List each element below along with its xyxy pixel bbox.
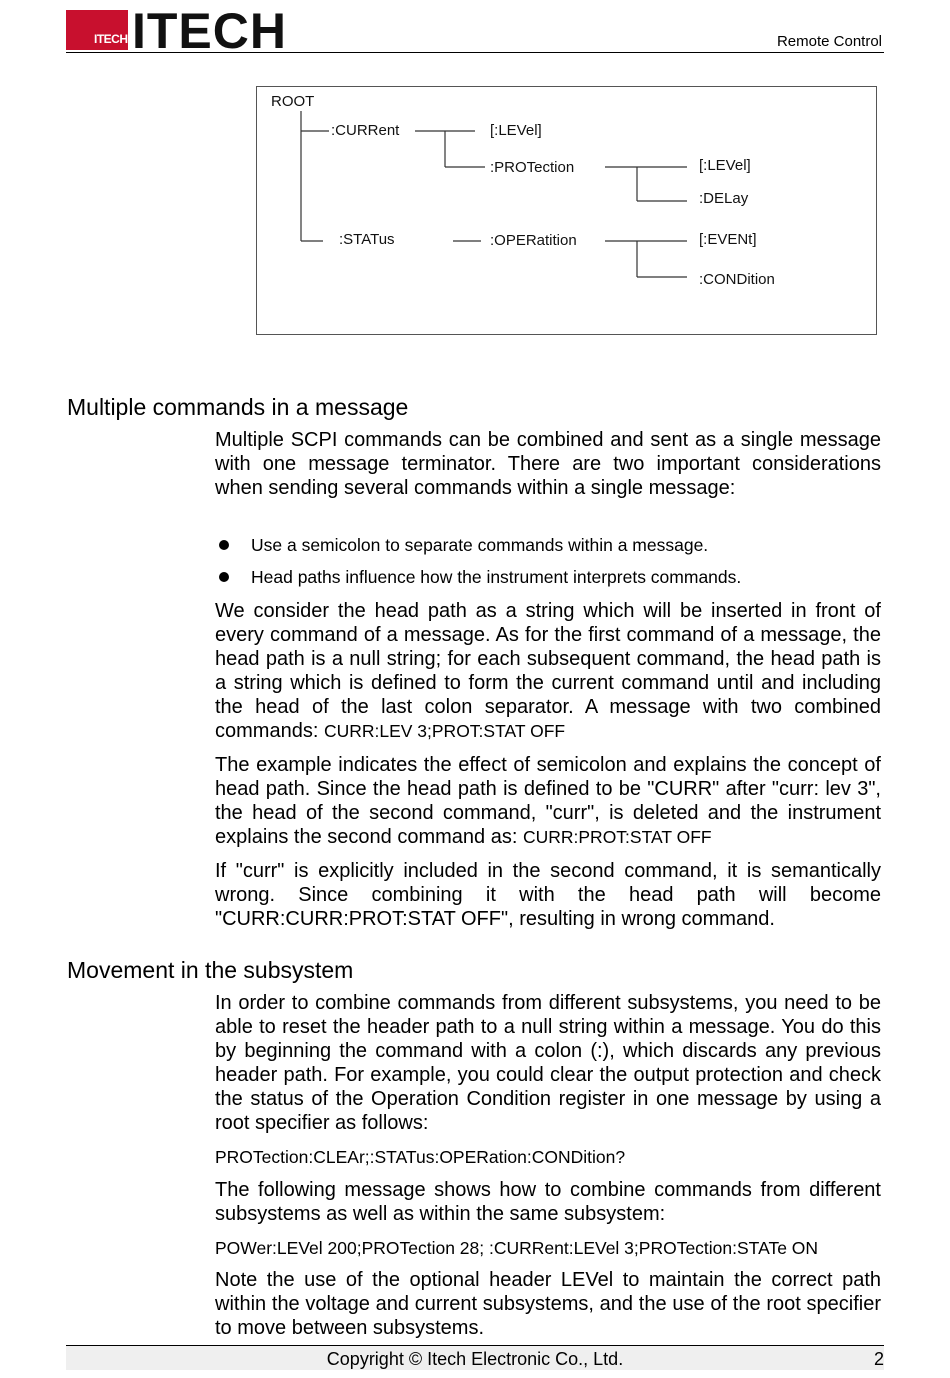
bullet-dot-icon <box>219 572 229 582</box>
example-command-2: CURR:PROT:STAT OFF <box>522 827 712 847</box>
command-tree-diagram <box>256 86 877 335</box>
node-current: :CURRent <box>331 122 400 139</box>
itech-logo <box>66 3 296 59</box>
example-command-4: POWer:LEVel 200;PROTection 28; :CURRent:LEVel 3;PROTection:STATe ON <box>215 1238 819 1258</box>
node-operation-condition: :CONDition <box>699 271 775 288</box>
footer-copyright: Copyright © Itech Electronic Co., Ltd. <box>326 1349 624 1369</box>
paragraph-note: Note the use of the optional header LEVel to maintain the correct path within the voltage and current subsystems, and the use of the root specifier to move between subsystems. <box>215 1269 881 1339</box>
node-operation: :OPERatition <box>490 232 577 249</box>
logo-badge-text: ITECH <box>94 32 128 46</box>
node-operation-event: [:EVENt] <box>699 231 757 248</box>
node-root: ROOT <box>271 93 315 110</box>
paragraph-semicolon-text: The example indicates the effect of semicolon and explains the concept of head path. Since the head path is defined to be "CURR" after "curr: lev 3", the head of the second command, "curr", is deleted and the instrument explains the second command as: <box>215 754 881 848</box>
heading-multiple-commands: Multiple commands in a message <box>67 394 409 420</box>
paragraph-wrong-command: If "curr" is explicitly included in the second command, it is semantically wrong. Since combining it with the head path will become "CURR:CURR:PROT:STAT OFF", resulting in wrong command. <box>215 860 881 930</box>
node-status: :STATus <box>339 231 395 248</box>
bullet-text: Use a semicolon to separate commands within a message. <box>251 535 709 555</box>
heading-movement-subsystem: Movement in the subsystem <box>67 957 354 983</box>
footer <box>66 1345 884 1370</box>
bullet-text: Head paths influence how the instrument interprets commands. <box>251 567 742 587</box>
bullet-dot-icon <box>219 540 229 550</box>
header-divider <box>66 52 884 53</box>
logo-brand-text: ITECH <box>132 3 287 59</box>
example-command-3: PROTection:CLEAr;:STATus:OPERation:CONDition? <box>215 1147 626 1167</box>
paragraph-head-path <box>215 599 881 743</box>
paragraph-semicolon-example <box>215 753 881 849</box>
section-header: Remote Control <box>776 33 882 50</box>
paragraph-intro: Multiple SCPI commands can be combined and sent as a single message with one message terminator. There are two important considerations when sending several commands within a single message: <box>215 429 881 499</box>
example-command-1: CURR:LEV 3;PROT:STAT OFF <box>323 721 566 741</box>
page-number: 2 <box>873 1349 884 1369</box>
node-current-level: [:LEVel] <box>490 122 542 139</box>
node-protection-delay: :DELay <box>699 190 749 207</box>
paragraph-combine: The following message shows how to combine commands from different subsystems as well as within the same subsystem: <box>215 1179 881 1225</box>
node-protection-level: [:LEVel] <box>699 157 751 174</box>
paragraph-head-path-text: We consider the head path as a string which will be inserted in front of every command of a message. As for the first command of a message, the head path is a null string; for each subsequent command, the head path is a string which is defined to form the current command until and including the head of the last colon separator. A message with two combined commands: <box>215 600 881 742</box>
node-protection: :PROTection <box>490 159 575 176</box>
paragraph-subsystem-intro: In order to combine commands from different subsystems, you need to be able to reset the header path to a null string within a message. You do this by beginning the command with a colon (:), which discards any previous header path. For example, you could clear the output protection and check the status of the Operation Condition register in one message by using a root specifier as follows: <box>215 992 881 1134</box>
